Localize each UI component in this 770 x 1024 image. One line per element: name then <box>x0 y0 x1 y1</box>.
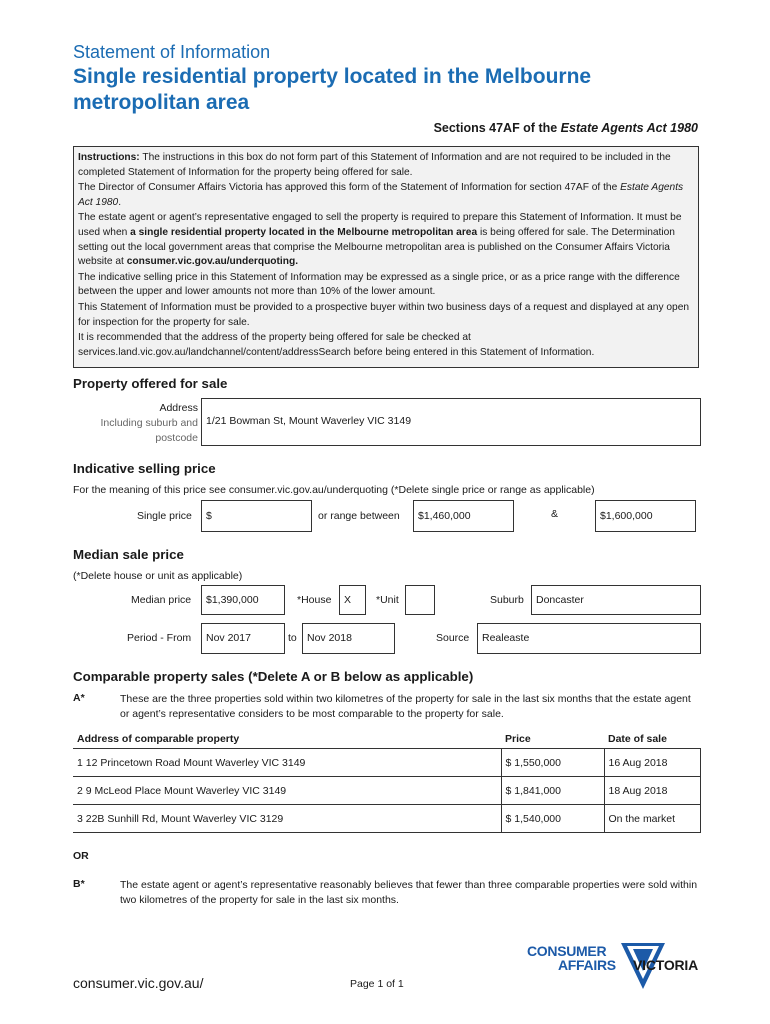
option-a-text: These are the three properties sold within two kilometres of the property for sale in the last six months that the estate agent or agent’s representative considers to be most comparable to the property for sale. <box>120 693 691 720</box>
property-heading: Property offered for sale <box>73 376 228 391</box>
median-heading: Median sale price <box>73 547 184 562</box>
source-label: Source <box>436 632 470 644</box>
address-field[interactable]: 1/21 Bowman St, Mount Waverley VIC 3149 <box>201 398 701 446</box>
table-header-row <box>73 729 701 749</box>
period-from-label: Period - From <box>127 632 192 644</box>
row1-price[interactable]: $ 1,550,000 <box>501 749 604 777</box>
option-b-label: B* <box>73 878 85 890</box>
period-to-label: to <box>288 632 297 644</box>
range-label: or range between <box>318 510 400 522</box>
source-field[interactable]: Realeaste <box>477 623 701 654</box>
range-low-field[interactable]: $1,460,000 <box>413 500 514 532</box>
instructions-p2b: Estate Agents Act 1980 <box>78 182 684 208</box>
selling-price-note: For the meaning of this price see consumer.vic.gov.au/underquoting (*Delete single price or range as applicable) <box>73 484 595 496</box>
address-label <box>73 401 198 446</box>
row3-price[interactable]: $ 1,540,000 <box>501 805 604 833</box>
address-label-line3: postcode <box>155 432 198 444</box>
sections-act: Estate Agents Act 1980 <box>560 121 698 135</box>
range-high-field[interactable]: $1,600,000 <box>595 500 696 532</box>
row3-date[interactable]: On the market <box>604 805 701 833</box>
sections-reference <box>434 121 698 135</box>
row2-price[interactable]: $ 1,841,000 <box>501 777 604 805</box>
page-number: Page 1 of 1 <box>350 978 404 990</box>
house-label: *House <box>297 594 332 606</box>
suburb-field[interactable]: Doncaster <box>531 585 701 615</box>
column-price: Price <box>501 729 604 749</box>
instructions-p3c: is being offered for sale. The Determination setting out the local government areas that comprise the Melbourne metropolitan area is published on the Consumer Affairs Victoria website at <box>78 226 675 268</box>
range-ampersand: & <box>551 508 559 520</box>
instructions-p1: The instructions in this box do not form part of this Statement of Information and are not required to be included in the completed Statement of Information for the property being offered for sale. <box>78 152 671 178</box>
row3-address[interactable]: 3 22B Sunhill Rd, Mount Waverley VIC 3129 <box>73 805 501 833</box>
table-row <box>73 805 701 833</box>
sections-prefix: Sections 47AF of the <box>433 121 561 135</box>
column-address: Address of comparable property <box>73 729 501 749</box>
column-date: Date of sale <box>604 729 701 749</box>
consumer-affairs-victoria-logo <box>527 941 703 989</box>
underquoting-link[interactable]: consumer.vic.gov.au/underquoting. <box>126 256 299 268</box>
address-label-line1: Address <box>159 402 198 414</box>
median-price-label: Median price <box>131 594 192 606</box>
median-price-field[interactable]: $1,390,000 <box>201 585 285 615</box>
house-checkbox[interactable]: X <box>339 585 366 615</box>
instructions-p2a: The Director of Consumer Affairs Victoria has approved this form of the Statement of Information for section 47AF of the <box>78 182 621 194</box>
comparable-table <box>73 729 701 833</box>
unit-label: *Unit <box>376 594 399 606</box>
logo-line3: VICTORIA <box>633 957 699 973</box>
suburb-label: Suburb <box>490 594 524 606</box>
address-label-line2: Including suburb and <box>100 417 198 429</box>
document-kicker: Statement of Information <box>73 42 271 62</box>
comparable-heading: Comparable property sales (*Delete A or B below as applicable) <box>73 669 474 684</box>
row2-address[interactable]: 2 9 McLeod Place Mount Waverley VIC 3149 <box>73 777 501 805</box>
instructions-box <box>73 146 699 368</box>
instructions-p5: This Statement of Information must be provided to a prospective buyer within two business days of a request and displayed at any open for inspection for the property for sale. <box>78 301 690 328</box>
period-to-field[interactable]: Nov 2018 <box>302 623 395 654</box>
instructions-p4: The indicative selling price in this Statement of Information may be expressed as a single price, or as a price range with the difference between the upper and lower amounts not more than 10% of the lower amount. <box>78 271 680 298</box>
or-label: OR <box>73 850 89 862</box>
period-from-field[interactable]: Nov 2017 <box>201 623 285 654</box>
option-b-text: The estate agent or agent’s representative reasonably believes that fewer than three comparable properties were sold within two kilometres of the property for sale in the last six months. <box>120 879 698 906</box>
table-row <box>73 749 701 777</box>
footer-site-link[interactable]: consumer.vic.gov.au/ <box>73 975 204 991</box>
logo-line2: AFFAIRS <box>558 957 616 973</box>
row2-date[interactable]: 18 Aug 2018 <box>604 777 701 805</box>
instructions-p6: It is recommended that the address of the property being offered for sale be checked at services.land.vic.gov.au/landchannel/content/addressSearch before being entered in this Statement of Information. <box>78 332 595 358</box>
row1-address[interactable]: 1 12 Princetown Road Mount Waverley VIC 3149 <box>73 749 501 777</box>
unit-checkbox[interactable] <box>405 585 435 615</box>
row1-date[interactable]: 16 Aug 2018 <box>604 749 701 777</box>
document-title: Single residential property located in the Melbourne metropolitan area <box>73 65 592 114</box>
median-note: (*Delete house or unit as applicable) <box>73 570 243 582</box>
selling-price-heading: Indicative selling price <box>73 461 216 476</box>
logo-line1: CONSUMER <box>527 943 607 959</box>
table-row <box>73 777 701 805</box>
instructions-p3a: The estate agent or agent’s representative engaged to sell the property is required to prepare this Statement of Information. It must be used when <box>78 212 682 238</box>
instructions-label: Instructions: <box>78 152 140 163</box>
instructions-p3b: a single residential property located in the Melbourne metropolitan area <box>130 226 478 238</box>
single-price-label: Single price <box>137 510 192 522</box>
single-price-field[interactable]: $ <box>201 500 312 532</box>
instructions-p2c: . <box>118 196 122 208</box>
option-a-label: A* <box>73 692 85 704</box>
